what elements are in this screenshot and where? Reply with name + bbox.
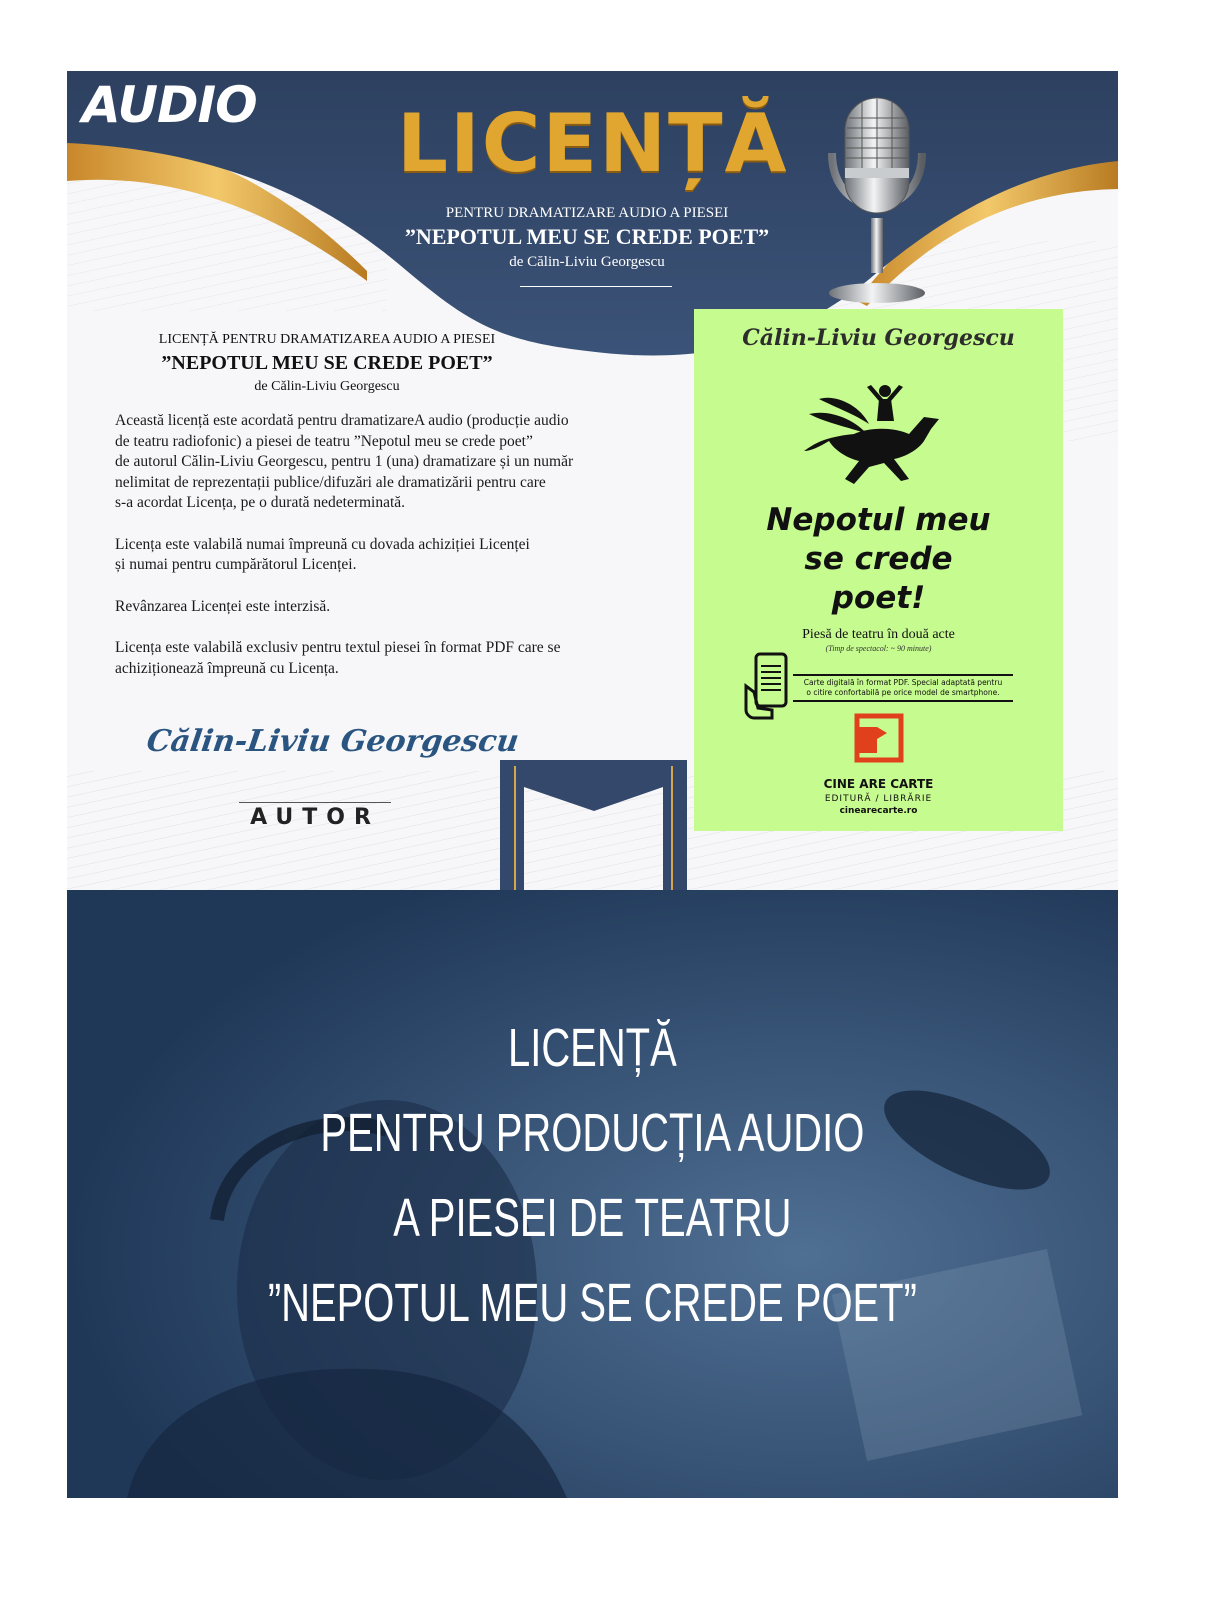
banner-line: PENTRU PRODUCȚIA AUDIO <box>320 1103 865 1163</box>
license-card <box>67 71 1118 890</box>
license-terms <box>115 411 695 700</box>
book-format-note <box>793 674 1013 702</box>
license-author: de Călin-Liviu Georgescu <box>254 379 400 394</box>
publisher-logo-icon <box>854 713 904 763</box>
license-paragraph: Licența este valabilă exclusiv pentru textul piesei în format PDF care se achiziționează împreună cu Licența. <box>115 639 561 677</box>
banner-line: A PIESEI DE TEATRU <box>393 1188 792 1248</box>
page-title: LICENȚĂ <box>397 97 789 190</box>
audio-badge: AUDIO <box>82 76 257 134</box>
smartphone-hand-icon <box>742 652 794 720</box>
audio-banner <box>67 890 1118 1498</box>
header-author: de Călin-Liviu Georgescu <box>509 254 665 270</box>
publisher-website: cinearecarte.ro <box>839 806 918 816</box>
header-play-title: ”NEPOTUL MEU SE CREDE POET” <box>404 224 770 249</box>
header-divider <box>520 286 672 287</box>
header-subtitle: PENTRU DRAMATIZARE AUDIO A PIESEI <box>445 205 729 221</box>
signature-role: AUTOR <box>250 805 380 830</box>
book-title-line: Nepotul meu <box>766 502 991 538</box>
license-heading: LICENȚĂ PENTRU DRAMATIZAREA AUDIO A PIESEI <box>158 332 496 347</box>
banner-headline <box>204 1006 982 1346</box>
book-title-line: poet! <box>831 580 926 616</box>
license-paragraph: Licența este valabilă numai împreună cu dovada achiziției Licenței și numai pentru cumpărătorul Licenței. <box>115 535 530 573</box>
book-title-line: se crede <box>804 541 953 577</box>
book-title <box>694 501 1063 618</box>
book-note-line: o citire confortabilă pe orice model de smartphone. <box>806 688 1000 697</box>
microphone-icon <box>812 93 942 308</box>
publisher-name: CINE ARE CARTE <box>823 777 934 791</box>
license-paragraph: Această licență este acordată pentru dramatizareA audio (producție audio de teatru radiofonic) a piesei de teatru ”Nepotul meu se crede poet” de autorul Călin-Liviu Georgescu, pentru 1 (una) dramatizare și un număr nelimitat de reprezentații publice/difuzări ale dramatizării pentru care s-a acordat Licența, pe o durată nedeterminată. <box>115 412 574 511</box>
book-author: Călin-Liviu Georgescu <box>742 325 1015 351</box>
banner-line: LICENȚĂ <box>507 1018 677 1078</box>
book-duration: (Timp de spectacol: ~ 90 minute) <box>825 644 932 653</box>
book-note-line: Carte digitală în format PDF. Special adaptată pentru <box>803 678 1003 687</box>
license-play-title: ”NEPOTUL MEU SE CREDE POET” <box>161 352 493 374</box>
signature-divider <box>239 802 391 803</box>
pegasus-rider-icon <box>799 379 949 489</box>
banner-line: ”NEPOTUL MEU SE CREDE POET” <box>267 1273 917 1333</box>
book-cover <box>694 309 1063 831</box>
author-signature: Călin-Liviu Georgescu <box>144 724 521 759</box>
book-subtitle: Piesă de teatru în două acte <box>802 627 955 642</box>
license-paragraph: Revânzarea Licenței este interzisă. <box>115 597 331 615</box>
publisher-type: EDITURĂ / LIBRĂRIE <box>824 794 933 804</box>
